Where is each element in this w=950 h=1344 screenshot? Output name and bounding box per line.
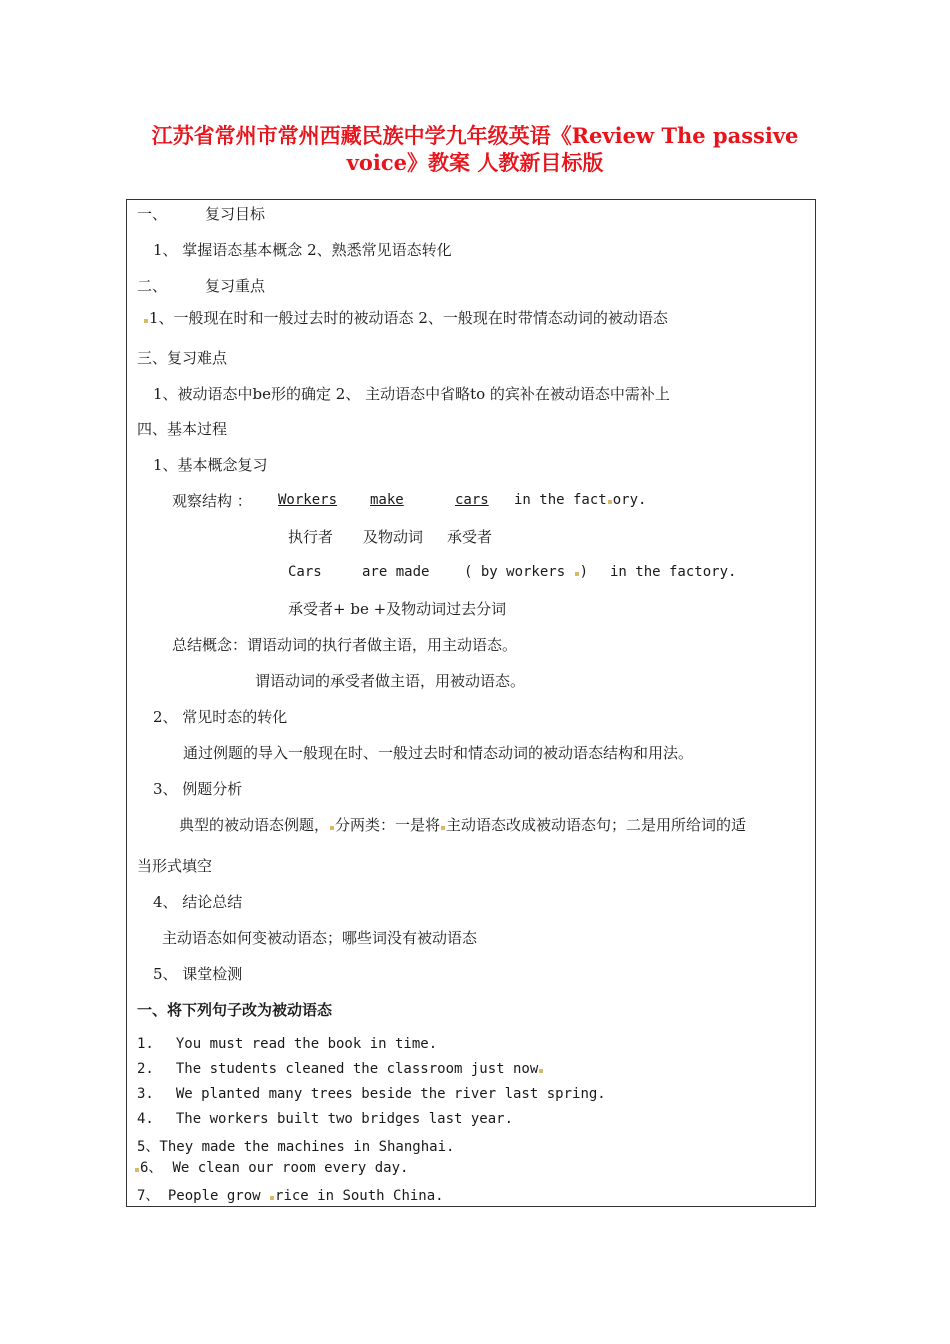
lesson-plan-box xyxy=(126,199,816,1207)
exercise-title: 一、将下列句子改为被动语态 xyxy=(137,1001,333,1019)
point-4-text: 主动语态如何变被动语态；哪些词没有被动语态 xyxy=(162,929,478,947)
passive-formula: 承受者+ be +及物动词过去分词 xyxy=(288,600,507,618)
point-3-text: 典型的被动语态例题， 分两类：一是将 主动语态改成被动语态句；二是用所给词的适 xyxy=(179,816,747,834)
word-workers: Workers xyxy=(278,492,338,508)
section-3-heading: 三、复习难点 xyxy=(137,349,228,367)
edit-mark xyxy=(539,1069,543,1073)
section-2-items-text: 1、一般现在时和一般过去时的被动语态 2、一般现在时带情态动词的被动语态 xyxy=(149,309,668,327)
title-line-1: 江苏省常州市常州西藏民族中学九年级英语《Review The passive xyxy=(151,123,799,148)
exercise-item: 6、 We clean our room every day. xyxy=(134,1157,408,1177)
word-make: make xyxy=(370,492,404,508)
word-by-workers: ( by workers ) xyxy=(464,564,589,580)
section-2-number: 二、 xyxy=(137,277,168,295)
point-2-heading: 2、 常见时态的转化 xyxy=(153,708,288,726)
section-2-heading xyxy=(137,275,265,296)
edit-mark xyxy=(575,572,579,576)
edit-mark xyxy=(270,1196,274,1200)
edit-mark xyxy=(608,500,612,504)
word-in-the-factory-passive: in the factory. xyxy=(610,564,737,580)
exercise-item: 1. You must read the book in time. xyxy=(137,1036,438,1052)
role-executor: 执行者 xyxy=(288,528,334,546)
word-cars: cars xyxy=(455,492,489,508)
section-4-heading: 四、基本过程 xyxy=(137,420,228,438)
exercise-item: 5、They made the machines in Shanghai. xyxy=(137,1139,455,1155)
word-are-made: are made xyxy=(362,564,430,580)
summary-line-2: 谓语动词的承受者做主语，用被动语态。 xyxy=(255,672,526,690)
section-2-label: 复习重点 xyxy=(205,277,266,295)
edit-mark xyxy=(441,826,445,830)
role-verb: 及物动词 xyxy=(363,528,424,546)
page-title xyxy=(130,122,820,176)
section-1-number: 一、 xyxy=(137,205,168,223)
exercise-item: 2. The students cleaned the classroom just now xyxy=(137,1061,544,1077)
title-line-2: voice》教案 人教新目标版 xyxy=(346,150,604,175)
observe-label: 观察结构 ： xyxy=(172,492,252,510)
point-2-text: 通过例题的导入一般现在时、一般过去时和情态动词的被动语态结构和用法。 xyxy=(183,744,694,762)
exercise-item: 4. The workers built two bridges last year. xyxy=(137,1111,514,1127)
edit-mark xyxy=(135,1168,139,1172)
word-cars-passive: Cars xyxy=(288,564,322,580)
edit-mark xyxy=(144,319,148,323)
exercise-item: 3. We planted many trees beside the river last spring. xyxy=(137,1086,606,1102)
point-5-heading: 5、 课堂检测 xyxy=(153,965,243,983)
role-receiver: 承受者 xyxy=(447,528,493,546)
section-1-items: 1、 掌握语态基本概念 2、熟悉常见语态转化 xyxy=(153,241,452,259)
edit-mark xyxy=(330,826,334,830)
point-1-heading: 1、基本概念复习 xyxy=(153,456,268,474)
section-2-items xyxy=(143,307,668,328)
section-1-heading xyxy=(137,203,265,224)
summary-line-1: 总结概念：谓语动词的执行者做主语，用主动语态。 xyxy=(172,636,518,654)
point-3-text-continued: 当形式填空 xyxy=(137,857,213,875)
word-in-the-factory: in the fact ory. xyxy=(514,492,647,508)
point-4-heading: 4、 结论总结 xyxy=(153,893,243,911)
section-3-items: 1、被动语态中be形的确定 2、 主动语态中省略to 的宾补在被动语态中需补上 xyxy=(153,385,670,403)
point-3-heading: 3、 例题分析 xyxy=(153,780,243,798)
section-1-label: 复习目标 xyxy=(205,205,266,223)
exercise-item: 7、 People grow rice in South China. xyxy=(137,1188,444,1204)
